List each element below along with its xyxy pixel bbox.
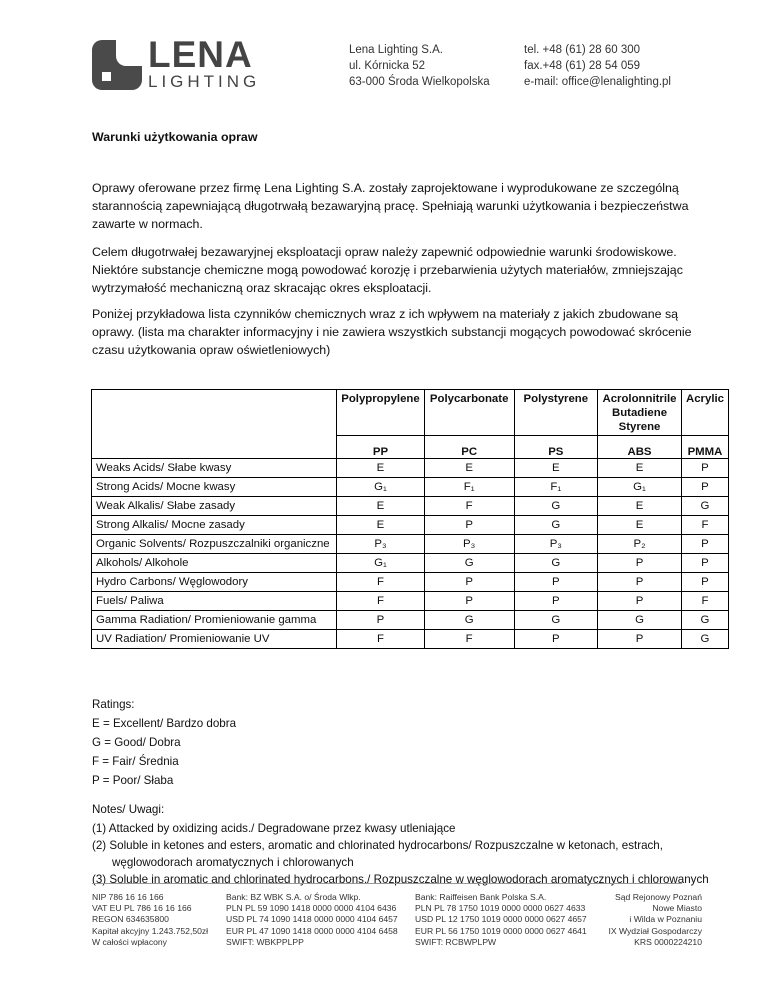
table-cell-rating: F	[424, 630, 514, 649]
note-item: (1) Attacked by oxidizing acids./ Degradowane przez kwasy utleniające	[92, 822, 456, 835]
table-cell-rating: F	[681, 516, 728, 535]
footer-line: USD PL 12 1750 1019 0000 0000 0627 4657	[415, 914, 587, 925]
table-column-abbreviation: ABS	[598, 436, 682, 459]
table-row-label: UV Radiation/ Promieniowanie UV	[92, 630, 337, 649]
logo-mark-icon	[92, 40, 142, 90]
table-column-header: Acrylic	[681, 390, 728, 436]
footer-divider	[92, 883, 682, 884]
table-cell-rating: P	[681, 554, 728, 573]
table-row	[92, 516, 729, 535]
paragraph: Poniżej przykładowa lista czynników chemicznych wraz z ich wpływem na materiały z jakich zbudowane są oprawy. (lista ma charakter informacyjny i nie zawiera wszystkich substancji mogących powodować skrócenie czasu użytkowania opraw oświetleniowych)	[92, 307, 692, 357]
table-row-label: Strong Alkalis/ Mocne zasady	[92, 516, 337, 535]
paragraph: Oprawy oferowane przez firmę Lena Lighting S.A. zostały zaprojektowane i wyprodukowane ze szczególną starannością zapewniającą długotrwałą bezawaryjną pracę. Spełniają warunki użytkowania i bezpieczeństwa zawarte w normach.	[92, 181, 689, 231]
table-cell-rating: G	[514, 611, 597, 630]
table-cell-rating: P	[681, 478, 728, 497]
notes-section	[92, 801, 732, 888]
table-row	[92, 592, 729, 611]
table-cell-rating: G	[424, 554, 514, 573]
footer-line: IX Wydział Gospodarczy	[608, 925, 702, 936]
footer-line: EUR PL 47 1090 1418 0000 0000 4104 6458	[226, 925, 398, 936]
rating-item: G = Good/ Dobra	[92, 736, 181, 749]
footer-line: USD PL 74 1090 1418 0000 0000 4104 6457	[226, 914, 398, 925]
table-cell-rating: G	[424, 611, 514, 630]
footer-line: SWIFT: RCBWPLPW	[415, 936, 497, 947]
table-cell-rating: G	[598, 611, 682, 630]
footer-line: KRS 0000224210	[634, 936, 702, 947]
document-title: Warunki użytkowania opraw	[92, 130, 258, 144]
table-column-abbreviation: PS	[514, 436, 597, 459]
table-cell-rating: E	[337, 516, 425, 535]
table-column-abbreviation: PMMA	[681, 436, 728, 459]
table-row-label: Organic Solvents/ Rozpuszczalniki organiczne	[92, 535, 337, 554]
table-cell-rating: G	[681, 497, 728, 516]
table-cell-rating: P	[598, 592, 682, 611]
footer-bank-bzwbk	[226, 892, 398, 948]
table-header-row	[92, 390, 729, 436]
contact-fax: fax.+48 (61) 28 54 059	[524, 60, 641, 72]
table-row	[92, 478, 729, 497]
address-line: 63-000 Środa Wielkopolska	[349, 76, 490, 88]
table-column-abbreviation: PP	[337, 436, 425, 459]
table-cell-rating: P	[681, 459, 728, 478]
company-logo	[92, 36, 272, 96]
table-column-header: Polycarbonate	[424, 390, 514, 436]
table-cell-rating: F	[337, 592, 425, 611]
table-cell-rating: P₃	[514, 535, 597, 554]
contact-phone: tel. +48 (61) 28 60 300	[524, 44, 641, 56]
table-cell-rating: G	[514, 497, 597, 516]
table-cell-rating: P	[424, 592, 514, 611]
letterhead	[92, 36, 692, 98]
table-row-label: Fuels/ Paliwa	[92, 592, 337, 611]
table-cell-rating: P	[514, 592, 597, 611]
table-row	[92, 497, 729, 516]
footer-line: Kapitał akcyjny 1.243.752,50zł	[92, 925, 209, 936]
logo-name: LENA	[148, 34, 253, 75]
footer-line: VAT EU PL 786 16 16 166	[92, 903, 192, 914]
table-row	[92, 611, 729, 630]
footer-line: PLN PL 59 1090 1418 0000 0000 4104 6436	[226, 903, 397, 914]
table-column-header: Polypropylene	[337, 390, 425, 436]
table-row-label: Alkohols/ Alkohole	[92, 554, 337, 573]
address-line: ul. Kórnicka 52	[349, 60, 426, 72]
table-row	[92, 535, 729, 554]
table-cell-rating: E	[598, 459, 682, 478]
paragraph: Celem długotrwałej bezawaryjnej eksploatacji opraw należy zapewnić odpowiednie warunki środowiskowe. Niektóre substancje chemiczne mogą powodować korozję i przebarwienia użytych materiałów, zmniejszając wytrzymałość mechaniczną oraz skracając okres eksploatacji.	[92, 245, 683, 295]
table-cell-rating: F	[337, 630, 425, 649]
contact-email: e-mail: office@lenalighting.pl	[524, 76, 671, 88]
ratings-legend	[92, 695, 236, 790]
table-cell-rating: E	[514, 459, 597, 478]
table-cell-rating: G₁	[337, 554, 425, 573]
footer-line: Sąd Rejonowy Poznań	[615, 892, 702, 902]
table-cell-rating: E	[598, 516, 682, 535]
rating-item: P = Poor/ Słaba	[92, 774, 174, 787]
table-cell-rating: E	[598, 497, 682, 516]
table-cell-rating: F₁	[424, 478, 514, 497]
table-cell-rating: G	[681, 630, 728, 649]
footer-company-ids	[92, 892, 208, 948]
rating-item: F = Fair/ Średnia	[92, 755, 179, 768]
table-row	[92, 554, 729, 573]
footer-line: W całości wpłacony	[92, 936, 167, 947]
footer-line: SWIFT: WBKPPLPP	[226, 936, 304, 947]
table-row	[92, 630, 729, 649]
note-item: (2) Soluble in ketones and esters, aromatic and chlorinated hydrocarbons/ Rozpuszczalne w ketonach, estrach,	[92, 839, 663, 852]
table-column-header: Acrolonnitrile Butadiene Styrene	[598, 390, 682, 436]
address-line: Lena Lighting S.A.	[349, 44, 443, 56]
table-column-abbreviation: PC	[424, 436, 514, 459]
table-cell-rating: P	[514, 630, 597, 649]
table-cell-rating: P	[424, 573, 514, 592]
table-cell-rating: P	[598, 630, 682, 649]
table-row-label: Weaks Acids/ Słabe kwasy	[92, 459, 337, 478]
ratings-heading: Ratings:	[92, 698, 135, 711]
footer-line: Bank: Raiffeisen Bank Polska S.A.	[415, 892, 547, 902]
table-cell-rating: P	[681, 535, 728, 554]
table-cell-rating: G₁	[598, 478, 682, 497]
table-cell-rating: F₁	[514, 478, 597, 497]
footer-line: i Wilda w Poznaniu	[629, 914, 702, 925]
table-corner-cell	[92, 390, 337, 459]
footer-line: EUR PL 56 1750 1019 0000 0000 0627 4641	[415, 925, 587, 936]
table-row-label: Hydro Carbons/ Węglowodory	[92, 573, 337, 592]
table-cell-rating: G	[514, 516, 597, 535]
table-cell-rating: P	[337, 611, 425, 630]
table-cell-rating: P	[598, 573, 682, 592]
table-cell-rating: G	[681, 611, 728, 630]
footer-court-registry	[570, 892, 702, 948]
table-row	[92, 459, 729, 478]
table-cell-rating: F	[681, 592, 728, 611]
chemical-resistance-table	[91, 389, 729, 649]
table-cell-rating: P₂	[598, 535, 682, 554]
table-cell-rating: P	[424, 516, 514, 535]
logo-subtitle: LIGHTING	[148, 72, 261, 91]
table-cell-rating: P₃	[424, 535, 514, 554]
note-item-continuation: węglowodorach aromatycznych i chlorowanych	[112, 856, 354, 869]
rating-item: E = Excellent/ Bardzo dobra	[92, 717, 237, 730]
table-cell-rating: P₃	[337, 535, 425, 554]
footer-bank-raiffeisen	[415, 892, 587, 948]
note-item: (3) Soluble in aromatic and chlorinated hydrocarbons./ Rozpuszczalne w węglowodorach aromatycznych i chlorowanych	[92, 873, 709, 886]
table-cell-rating: P	[681, 573, 728, 592]
table-cell-rating: P	[514, 573, 597, 592]
company-address	[349, 42, 490, 90]
table-cell-rating: G	[514, 554, 597, 573]
table-cell-rating: G₁	[337, 478, 425, 497]
table-row	[92, 573, 729, 592]
notes-heading: Notes/ Uwagi:	[92, 803, 165, 816]
company-contact	[524, 42, 671, 90]
footer-line: Bank: BZ WBK S.A. o/ Środa Wlkp.	[226, 892, 361, 902]
table-cell-rating: P	[598, 554, 682, 573]
table-row-label: Strong Acids/ Mocne kwasy	[92, 478, 337, 497]
table-cell-rating: E	[337, 459, 425, 478]
table-column-header: Polystyrene	[514, 390, 597, 436]
table-row-label: Weak Alkalis/ Słabe zasady	[92, 497, 337, 516]
footer-line: REGON 634635800	[92, 914, 169, 925]
footer-line: NIP 786 16 16 166	[92, 892, 164, 902]
table-cell-rating: F	[337, 573, 425, 592]
table-row-label: Gamma Radiation/ Promieniowanie gamma	[92, 611, 337, 630]
footer-line: Nowe Miasto	[652, 903, 702, 914]
footer-line: PLN PL 78 1750 1019 0000 0000 0627 4633	[415, 903, 586, 914]
table-cell-rating: F	[424, 497, 514, 516]
table-cell-rating: E	[337, 497, 425, 516]
table-cell-rating: E	[424, 459, 514, 478]
